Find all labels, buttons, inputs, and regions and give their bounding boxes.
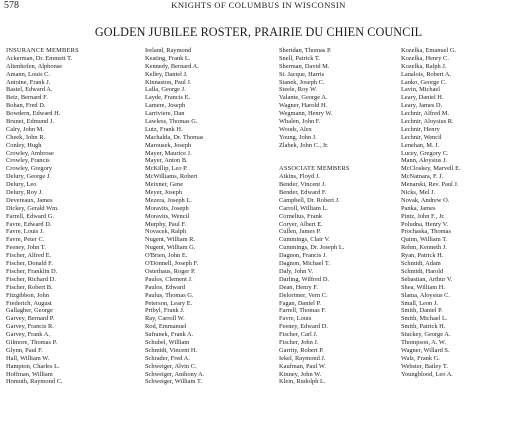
member-name: Lavin, Michael: [401, 86, 441, 94]
member-name: Klein, Rudolph L.: [279, 378, 326, 386]
member-name: Conley, Hugh: [6, 141, 42, 149]
member-name: Osterhaus, Roger P.: [145, 267, 196, 275]
member-name: Calry, John M.: [6, 125, 44, 133]
member-name: Mezera, Joseph L.: [145, 196, 192, 204]
member-name: Ackerman, Dr. Emmett T.: [6, 54, 73, 62]
member-name: Devereaux, James: [6, 196, 53, 204]
member-name: [279, 150, 350, 158]
member-name: Delury, Roy J.: [6, 189, 43, 197]
member-name: Brunet, Edmund J.: [6, 118, 54, 126]
member-name: Nugent, William R.: [145, 236, 196, 244]
member-name: Feeney, Edward D.: [279, 323, 328, 331]
member-name: Moravits, Wencil: [145, 212, 190, 220]
member-name: Cheek, John R.: [6, 133, 46, 141]
member-name: Lanko, George C.: [401, 78, 447, 86]
member-name: Moravits, Joseph: [145, 204, 189, 212]
member-name: Schweiger, Alvin C.: [145, 362, 197, 370]
member-name: Feeney, John T.: [6, 244, 46, 252]
member-name: Poludna, Henry V.: [401, 220, 448, 228]
member-name: Coryer, Albert E.: [279, 220, 323, 228]
member-name: Lechnir, Alfred M.: [401, 110, 450, 118]
member-name: O'Donnell, Joseph F.: [145, 260, 199, 268]
member-name: Young, John J.: [279, 133, 317, 141]
member-name: Campbell, Dr. Robert J.: [279, 196, 340, 204]
member-name: Lalla, George J.: [145, 86, 186, 94]
member-name: Schubel, William: [145, 338, 190, 346]
member-name: Schweiger, William T.: [145, 378, 202, 386]
member-name: Marousek, Joseph: [145, 141, 192, 149]
member-name: Hall, William W.: [6, 354, 50, 362]
member-name: Paulos, Clement J.: [145, 275, 193, 283]
member-name: Hoffman, William: [6, 370, 53, 378]
member-name: Fischer, Franklin D.: [6, 267, 58, 275]
member-name: Snell, Patrick T.: [279, 54, 320, 62]
member-name: Lutz, Frank H.: [145, 125, 183, 133]
member-name: Panka, James: [401, 204, 436, 212]
member-name: Stanek, Joseph C.: [279, 78, 325, 86]
member-name: Darling, Wilfred D.: [279, 275, 330, 283]
member-name: Leary, Daniel H.: [401, 94, 444, 102]
member-name: Ryan, Patrick H.: [401, 252, 444, 260]
member-name: Fischer, John J.: [279, 338, 319, 346]
member-name: Thompson, A. W.: [401, 338, 446, 346]
member-name: Favre, Peter C.: [6, 236, 45, 244]
member-name: Fischer, Alfred E.: [6, 252, 52, 260]
member-name: Dickey, Gerald Wm.: [6, 204, 59, 212]
member-name: Dagnon, Michael T.: [279, 260, 330, 268]
member-name: Schmidt, Harold: [401, 267, 444, 275]
member-name: Steele, Roy W.: [279, 86, 317, 94]
member-name: Schmidt, Adam: [401, 260, 441, 268]
member-name: Valante, George A.: [279, 94, 328, 102]
member-name: Slama, Aloysius C.: [401, 291, 450, 299]
member-name: Favre, Louis J.: [6, 228, 44, 236]
member-name: Lechnir, Wencil: [401, 133, 442, 141]
member-name: Webster, Bailey T.: [401, 362, 448, 370]
member-name: Amann, Louis C.: [6, 70, 51, 78]
member-name: Schmidt, Vincent H.: [145, 346, 198, 354]
member-name: Garvey, Francis R.: [6, 323, 54, 331]
member-name: Ireland, Raymond: [145, 47, 192, 54]
member-name: Lawless, Thomas G.: [145, 118, 198, 126]
member-name: Whalen, John F.: [279, 118, 321, 126]
member-name: Altenhofen, Alphonse: [6, 62, 63, 70]
roster-column-1: [6, 47, 79, 386]
member-name: Homuth, Raymond C.: [6, 378, 63, 386]
member-name: Cummings, Dr. Joseph L.: [279, 244, 345, 252]
member-name: McNamara, F. J.: [401, 173, 444, 181]
member-name: McCloskey, Marvell E.: [401, 165, 461, 173]
member-name: Mayer, Anton B.: [145, 157, 188, 165]
member-name: Paulus, Thomas G.: [145, 291, 194, 299]
member-name: Meixner, Gene: [145, 181, 184, 189]
member-name: Kozelka, Emanuel G.: [401, 47, 457, 54]
member-name: Kelley, Daniel J.: [145, 70, 188, 78]
member-name: Cornelius, Frank: [279, 212, 322, 220]
member-name: Cullen, James P.: [279, 228, 321, 236]
member-name: Pribyl, Frank J.: [145, 307, 185, 315]
member-name: Shea, William H.: [401, 283, 445, 291]
member-name: Fischer, Carl J.: [279, 331, 318, 339]
member-name: Nugent, William G.: [145, 244, 196, 252]
member-name: Garvey, Frank A.: [6, 331, 50, 339]
section-heading: INSURANCE MEMBERS: [6, 47, 79, 54]
roster-title: GOLDEN JUBILEE ROSTER, PRAIRIE DU CHIEN COUNCIL: [94, 25, 423, 39]
running-head: KNIGHTS OF COLUMBUS IN WISCONSIN: [171, 0, 346, 10]
member-name: Crowley, Gregory: [6, 165, 53, 173]
member-name: Schrader, Fred A.: [145, 354, 190, 362]
member-name: Bastel, Edward A.: [6, 86, 53, 94]
roster-column-2: [145, 47, 204, 386]
member-name: Bender, Vincent J.: [279, 181, 326, 189]
member-name: Wagner, Willard S.: [401, 346, 450, 354]
member-name: Farrell, Edward G.: [6, 212, 54, 220]
member-name: Delury, Leo: [6, 181, 37, 189]
member-name: Farrell, Thomas F.: [279, 307, 326, 315]
member-name: Layde, Francis E.: [145, 94, 191, 102]
member-name: Fischer, Donald F.: [6, 260, 53, 268]
member-name: Schweiger, Anthony A.: [145, 370, 205, 378]
member-name: Lechnir, Aloysius R.: [401, 118, 454, 126]
member-name: Walz, Frank G.: [401, 354, 440, 362]
member-name: [279, 157, 350, 165]
member-name: Crowley, Francis: [6, 157, 50, 165]
member-name: Glynn, Paul F.: [6, 346, 43, 354]
member-name: Wegmann, Henry W.: [279, 110, 333, 118]
member-name: Garvey, Bernard P.: [6, 315, 55, 323]
member-name: Kennedy, Bernard A.: [145, 62, 199, 70]
member-name: Sebastian, Arthur V.: [401, 275, 453, 283]
member-name: Bowdern, Edward H.: [6, 110, 61, 118]
member-name: Atkins, Floyd J.: [279, 173, 320, 181]
member-name: Sherman, David M.: [279, 62, 330, 70]
member-name: Lamere, Joseph: [145, 102, 186, 110]
member-name: Lucey, Gregory C.: [401, 149, 449, 157]
member-name: McWilliams, Robert: [145, 173, 198, 181]
roster-column-3: [279, 47, 350, 386]
member-name: Fitzgibbon, John: [6, 291, 49, 299]
member-name: Cummings, Clair V.: [279, 236, 330, 244]
member-name: Bender, Edward F.: [279, 189, 327, 197]
member-name: Hampton, Charles L.: [6, 362, 60, 370]
member-name: Favre, Edward D.: [6, 220, 52, 228]
member-name: Betz, Bernard F.: [6, 94, 48, 102]
member-name: St. Jacque, Harris: [279, 70, 325, 78]
member-name: Pintz, John F., Jr.: [401, 212, 445, 220]
member-name: Stuckey, George A.: [401, 331, 451, 339]
section-heading: ASSOCIATE MEMBERS: [279, 165, 350, 173]
member-name: Wagner, Harold H.: [279, 102, 328, 110]
member-name: Lanalois, Robert A.: [401, 70, 452, 78]
member-name: Delorimer, Vern C.: [279, 291, 328, 299]
member-name: Fischer, Richard D.: [6, 275, 56, 283]
member-name: Smith, Patrick H.: [401, 323, 446, 331]
member-name: Leary, James D.: [401, 102, 443, 110]
member-name: Meyer, Joseph: [145, 189, 183, 197]
member-name: Favre, Louis: [279, 315, 312, 323]
member-name: Lechnir, Henry: [401, 125, 440, 133]
member-name: Novacek, Ralph: [145, 228, 187, 236]
member-name: Gallagher, George: [6, 307, 53, 315]
member-name: Ray, Carroll W.: [145, 315, 185, 323]
member-name: Kaufman, Paul W.: [279, 362, 326, 370]
member-name: Kozelka, Ralph J.: [401, 62, 447, 70]
member-name: Dean, Henry F.: [279, 283, 318, 291]
member-name: Bohan, Fred D.: [6, 102, 46, 110]
member-name: Smith, Daniel P.: [401, 307, 443, 315]
member-name: Delury, George J.: [6, 173, 51, 181]
member-name: Kozelka, Henry C.: [401, 54, 449, 62]
member-name: McKillip, Leo P.: [145, 165, 188, 173]
member-name: Frederich, August: [6, 299, 52, 307]
member-name: Mann, Aloysius J.: [401, 157, 448, 165]
member-name: Iekel, Raymond J.: [279, 354, 326, 362]
member-name: Paulos, Edward: [145, 283, 186, 291]
member-name: Quinn, William T.: [401, 236, 448, 244]
member-name: Keating, Frank L.: [145, 54, 191, 62]
member-name: Lenehan, M. J.: [401, 141, 440, 149]
member-name: Rod, Emmanuel: [145, 323, 187, 331]
member-name: Antoine, Frank J.: [6, 78, 51, 86]
member-name: Kinney, John W.: [279, 370, 322, 378]
member-name: Fischer, Robert B.: [6, 283, 53, 291]
member-name: Smith, Michael L.: [401, 315, 448, 323]
member-name: Kinnaston, Paul J.: [145, 78, 192, 86]
member-name: Sheridan, Thomas P.: [279, 47, 332, 54]
member-name: Prochaska, Thomas: [401, 228, 451, 236]
roster-column-4: [401, 47, 461, 378]
member-name: Youngblood, Leo A.: [401, 370, 453, 378]
member-name: Small, Leon J.: [401, 299, 438, 307]
page-number: 578: [4, 0, 19, 11]
member-name: Peterson, Leary E.: [145, 299, 193, 307]
member-name: Gilmore, Thomas P.: [6, 338, 58, 346]
member-name: Dagnon, Francis J.: [279, 252, 327, 260]
member-name: Novak, Andrew O.: [401, 196, 450, 204]
member-name: Machalda, Dr. Thomas: [145, 133, 204, 141]
member-name: Menarski, Rev. Paul J.: [401, 181, 459, 189]
member-name: Carroll, William L.: [279, 204, 328, 212]
member-name: Safranek, Frank A.: [145, 331, 194, 339]
member-name: Mayer, Maurice J.: [145, 149, 192, 157]
member-name: Fagan, Daniel P.: [279, 299, 321, 307]
member-name: O'Brien, John E.: [145, 252, 188, 260]
member-name: Zlabek, John C., Jr.: [279, 141, 329, 149]
member-name: Larriviere, Dan: [145, 110, 185, 118]
member-name: Murphy, Paul F.: [145, 220, 186, 228]
member-name: Daly, John V.: [279, 267, 314, 275]
member-name: Woods, Alex: [279, 125, 312, 133]
member-name: Nicks, Mel J.: [401, 189, 436, 197]
member-name: Crowley, Ambrose: [6, 149, 54, 157]
member-name: Rehm, Kenneth J.: [401, 244, 447, 252]
member-name: Garrity, Robert P.: [279, 346, 324, 354]
